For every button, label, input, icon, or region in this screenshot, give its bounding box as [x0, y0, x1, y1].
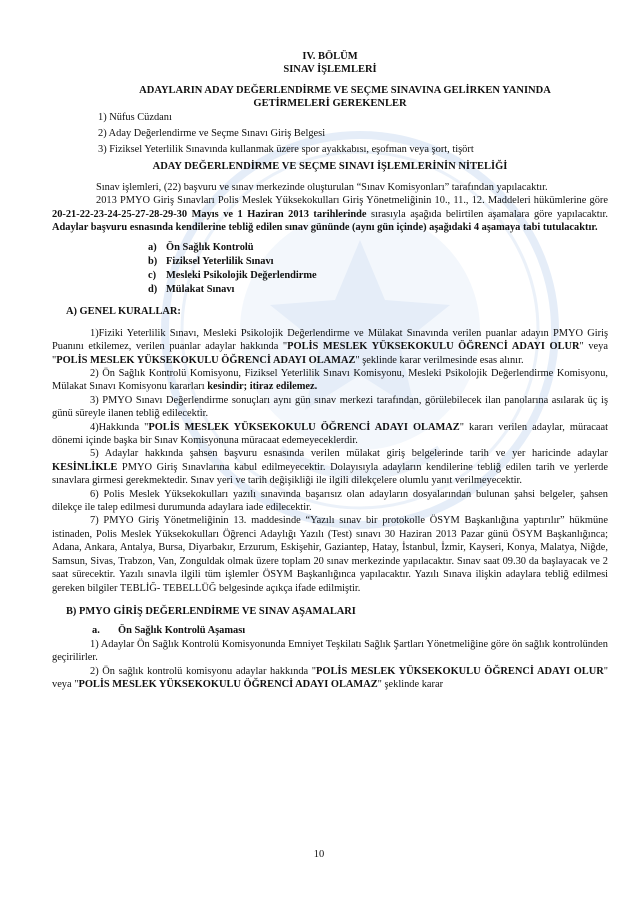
rule-5: 5) Adaylar hakkında şahsen başvuru esnasında verilen mülakat giriş belgelerinde tarih ve yer haricinde adaylar KESİNLİKLE PMYO Giriş Sınavlarına kabul edilmeyecektir. Dolayısıyla adayların kendilerine tebliğ edilen tarih ve yerlerde sınavlara girmesi gerekmektedir. Sınav yeri ve tarih değişikliği ile ilgili dilekçelere olumlu yanıt verilmeyecektir.: [52, 448, 608, 487]
intro-paragraph-1: Sınav işlemleri, (22) başvuru ve sınav merkezinde oluşturulan “Sınav Komisyonları” tarafından yapılacaktır.: [96, 182, 548, 193]
requirement-item: 2) Aday Değerlendirme ve Seçme Sınavı Giriş Belgesi: [98, 128, 326, 139]
phase-list: [148, 241, 608, 298]
rule-7: 7) PMYO Giriş Yönetmeliğinin 13. maddesinde “Yazılı sınav bir protokolle ÖSYM Başkanlığına yaptırılır” hükmüne istinaden, Polis Meslek Yüksekokulları Öğrenci Adaylığı Yazılı (Test) sınavı 30 Haziran 2013 Pazar günü ÖSYM Başkanlığınca; Adana, Ankara, Antalya, Bursa, Diyarbakır, Erzurum, Eskişehir, Gaziantep, Hatay, İstanbul, İzmir, Kayseri, Konya, Malatya, Niğde, Samsun, Sivas, Trabzon, Van, Zonguldak olmak üzere toplam 20 sınav merkezinde yapılacaktır. Sınav saat 09.30 da başlayacak ve 2 saat sürecektir. Yazılı sınavla ilgili tüm işlemler ÖSYM Başkanlığınca yapılacaktır. Yazılı Sınava ilişkin adaylara tebliğ edilmesi gereken bilgiler TEBLİĞ- TEBELLÜĞ belgesinde açıkça ifade edilmiştir.: [52, 515, 608, 594]
nature-title: ADAY DEĞERLENDİRME VE SEÇME SINAVI İŞLEMLERİNİN NİTELİĞİ: [152, 161, 508, 172]
section-b-paragraph-1: 1) Adaylar Ön Sağlık Kontrolü Komisyonunda Emniyet Teşkilatı Sağlık Şartları Yönetmeliğine göre ön sağlık kontrolünden geçirilirler.: [52, 638, 608, 664]
rule-4: 4)Hakkında "POLİS MESLEK YÜKSEKOKULU ÖĞRENCİ ADAYI OLAMAZ" kararı verilen adaylar, müracaat dönemi içinde başka bir Sınav Komisyonuna müracaat edemeyeceklerdir.: [52, 421, 609, 447]
intro-paragraph-2: [52, 194, 608, 234]
chapter-title: IV. BÖLÜM: [302, 51, 358, 62]
phase-item: b) Fiziksel Yeterlilik Sınavı: [148, 255, 274, 267]
general-rules-heading: A) GENEL KURALLAR:: [66, 306, 181, 318]
page-number: 10: [313, 849, 325, 860]
section-title: SINAV İŞLEMLERİ: [283, 64, 377, 75]
intro-text: 2013 PMYO Giriş Sınavları Polis Meslek Yüksekokulları Giriş Yönetmeliğinin 10., 11., 12. Maddeleri hükümlerine göre: [96, 195, 608, 207]
phase-item: a) Ön Sağlık Kontrolü: [148, 241, 254, 253]
phase-item: d) Mülakat Sınavı: [148, 284, 235, 296]
section-b-heading: B) PMYO GİRİŞ DEĞERLENDİRME VE SINAV AŞAMALARI: [66, 605, 356, 617]
rule-6: 6) Polis Meslek Yüksekokulları yazılı sınavında başarısız olan adayların dosyalarından bulunan şahsi belgeler, şahsen dilekçe ile talep edilmesi durumunda adaylara iade edilecektir.: [52, 488, 608, 514]
docs-title-line-1: ADAYLARIN ADAY DEĞERLENDİRME VE SEÇME SINAVINA GELİRKEN YANINDA: [139, 85, 551, 96]
subsection-title: a. Ön Sağlık Kontrolü Aşaması: [92, 625, 246, 637]
requirement-item: 3) Fiziksel Yeterlilik Sınavında kullanmak üzere spor ayakkabısı, eşofman veya şort, tişört: [98, 144, 474, 155]
docs-title-line-2: GETİRMELERİ GEREKENLER: [253, 98, 407, 109]
intro-text: sırasıyla aşağıda belirtilen aşamalara göre yapılacaktır.: [366, 208, 608, 220]
intro-emphasis: Adaylar başvuru esnasında kendilerine tebliğ edilen sınav gününde (aynı gün içinde) aşağıdaki 4 aşamaya tabi tutulacaktır.: [52, 222, 598, 234]
exam-dates: 20-21-22-23-24-25-27-28-29-30 Mayıs ve 1 Haziran 2013 tarihlerinde: [52, 208, 367, 220]
rule-3: 3) PMYO Sınavı Değerlendirme sonuçları aynı gün sınav merkezi tarafından, görülebilecek ilan panolarına asılarak üç iş günü süreyle ilanen tebliğ edilecektir.: [52, 394, 608, 420]
rule-1: 1)Fiziki Yeterlilik Sınavı, Mesleki Psikolojik Değerlendirme ve Mülakat Sınavında verilen puanlar adayın PMYO Giriş Puanını etkilemez, verilen puanlar adaylar hakkında "POLİS MESLEK YÜKSEKOKULU ÖĞRENCİ ADAYI OLUR" veya "POLİS MESLEK YÜKSEKOKULU ÖĞRENCİ ADAYI OLAMAZ" şeklinde karar verilmesinde esas alınır.: [52, 327, 608, 366]
section-b-paragraph-2: 2) Ön sağlık kontrolü komisyonu adaylar hakkında "POLİS MESLEK YÜKSEKOKULU ÖĞRENCİ ADAYI OLUR" veya "POLİS MESLEK YÜKSEKOKULU ÖĞRENCİ ADAYI OLAMAZ" şeklinde karar: [52, 665, 608, 690]
requirements-list: [98, 110, 608, 158]
requirement-item: 1) Nüfus Cüzdanı: [98, 112, 172, 123]
phase-item: c) Mesleki Psikolojik Değerlendirme: [148, 270, 317, 281]
rule-2: 2) Ön Sağlık Kontrolü Komisyonu, Fiziksel Yeterlilik Sınavı Komisyonu, Mesleki Psikolojik Değerlendirme Komisyonu, Mülakat Sınavı Komisyonu kararları kesindir; itiraz edilemez.: [52, 368, 608, 393]
